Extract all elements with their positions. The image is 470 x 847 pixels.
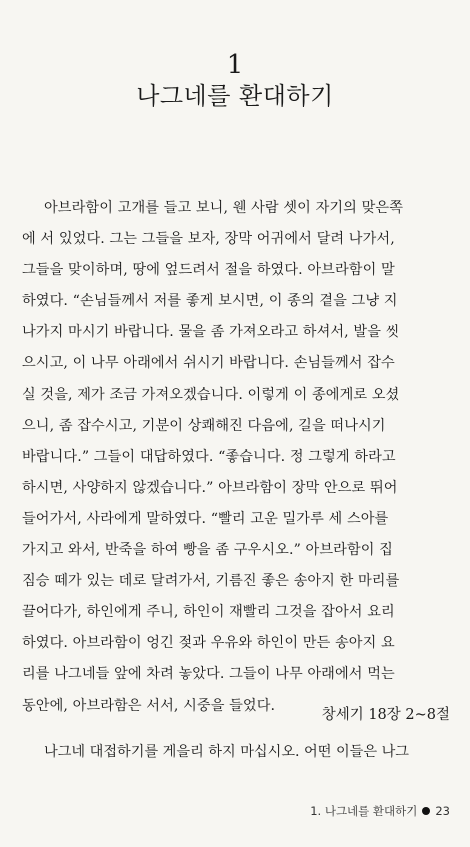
chapter-title: 나그네를 환대하기 [136, 82, 334, 110]
scripture-passage [22, 193, 452, 722]
passage-line: 그들을 맞이하며, 땅에 엎드려서 절을 하였다. 아브라함이 말 [22, 262, 395, 279]
passage-line: 가지고 와서, 반죽을 하여 빵을 좀 구우시오.” 아브라함이 집 [22, 542, 393, 559]
passage-line: 하였다. 아브라함이 엉긴 젖과 우유와 하인이 만든 송아지 요 [22, 635, 395, 652]
page-number: 23 [435, 804, 450, 818]
passage-line: 짐승 떼가 있는 데로 달려가서, 기름진 좋은 송아지 한 마리를 [22, 573, 400, 590]
passage-line: 바랍니다.” 그들이 대답하였다. “좋습니다. 정 그렇게 하라고 [22, 448, 396, 465]
passage-line: 에 서 있었다. 그는 그들을 보자, 장막 어귀에서 달려 나가서, [22, 231, 395, 248]
chapter-number: 1 [226, 50, 244, 80]
passage-line: 으니, 좀 잡수시고, 기분이 상쾌해진 다음에, 길을 떠나시기 [22, 417, 386, 434]
passage-line: 들어가서, 사라에게 말하였다. “빨리 고운 밀가루 세 스아를 [22, 510, 389, 527]
scripture-citation: 창세기 18장 2~8절 [321, 707, 450, 723]
page-footer [310, 802, 450, 820]
passage-line: 아브라함이 고개를 들고 보니, 웬 사람 셋이 자기의 맞은쪽 [44, 200, 404, 216]
passage-line: 하시면, 사양하지 않겠습니다.” 아브라함이 장막 안으로 뛰어 [22, 479, 398, 496]
passage-line: 실 것을, 제가 조금 가져오겠습니다. 이렇게 이 종에게로 오셨 [22, 386, 400, 403]
bullet-dot-icon [422, 807, 430, 815]
passage-line: 끌어다가, 하인에게 주니, 하인이 재빨리 그것을 잡아서 요리 [22, 604, 395, 621]
passage-line: 하였다. “손님들께서 저를 좋게 보시면, 이 종의 곁을 그냥 지 [22, 293, 398, 310]
running-head: 1. 나그네를 환대하기 [310, 804, 418, 818]
body-paragraph [22, 738, 462, 769]
passage-line: 나가지 마시기 바랍니다. 물을 좀 가져오라고 하셔서, 발을 씻 [22, 324, 400, 341]
passage-line: 동안에, 아브라함은 서서, 시중을 들었다. [22, 697, 276, 714]
passage-line: 리를 나그네들 앞에 차려 놓았다. 그들이 나무 아래에서 먹는 [22, 666, 395, 683]
paragraph-line: 나그네 대접하기를 게을리 하지 마십시오. 어떤 이들은 나그 [44, 744, 410, 760]
passage-line: 으시고, 이 나무 아래에서 쉬시기 바랍니다. 손님들께서 잡수 [22, 355, 395, 372]
